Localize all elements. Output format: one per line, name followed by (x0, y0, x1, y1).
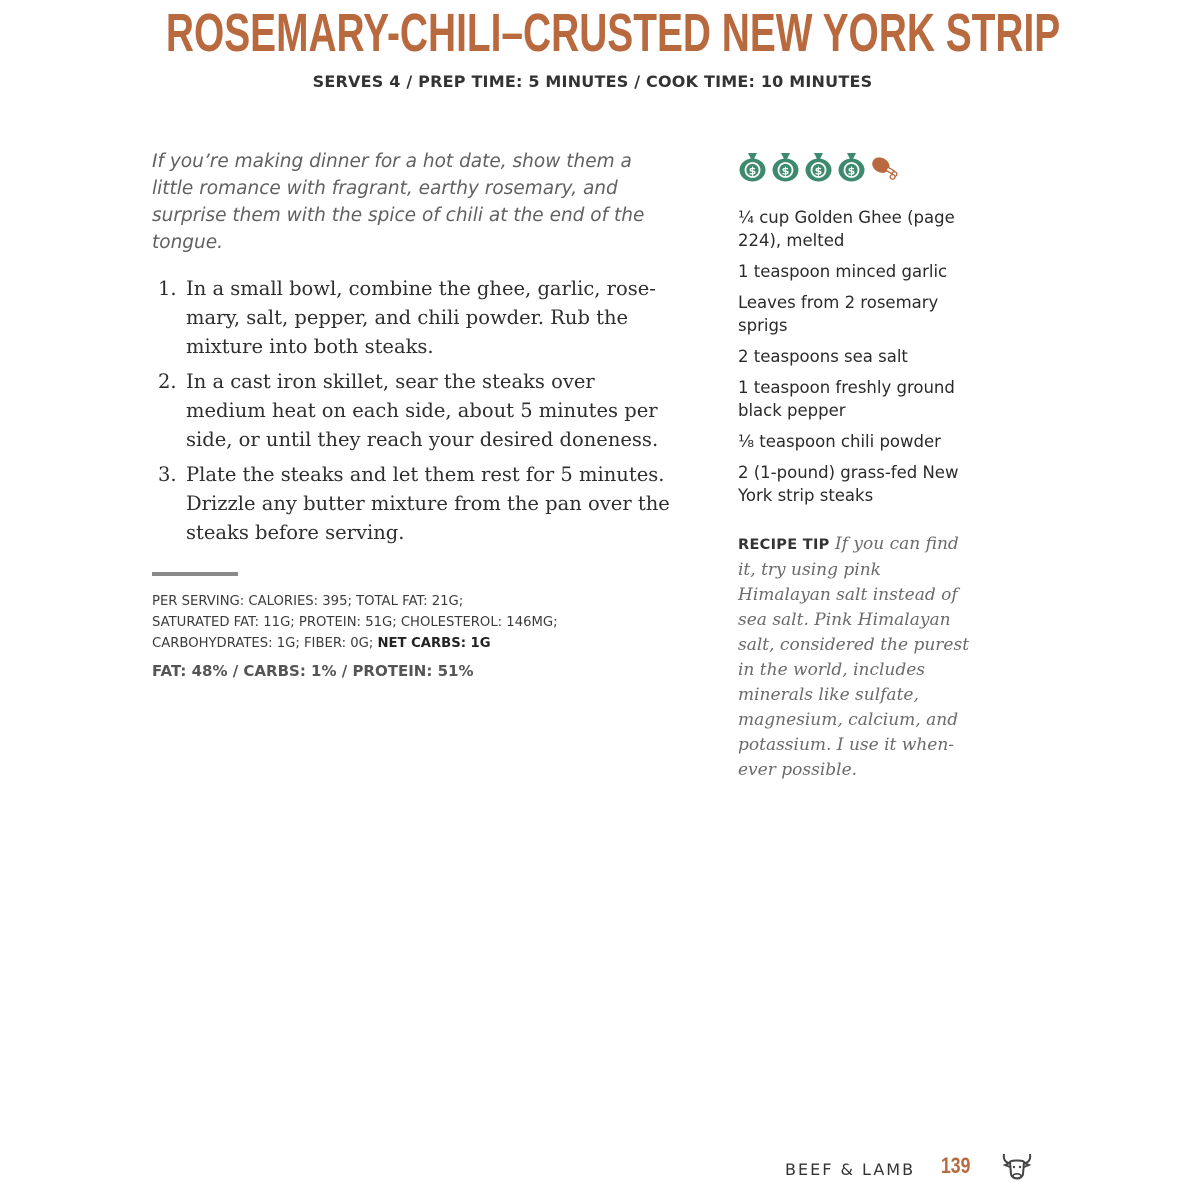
divider (152, 572, 238, 576)
recipe-intro: If you’re making dinner for a hot date, show them a little romance with fragrant, earthy rosemary, and surprise them with the spice of chili at the end of the tongue. (152, 151, 645, 253)
nutrition-line: SATURATED FAT: 11G; PROTEIN: 51G; CHOLESTEROL: 146MG; (152, 615, 558, 630)
svg-text:$: $ (847, 164, 856, 178)
meat-drumstick-icon (870, 150, 899, 182)
step-text: Plate the steaks and let them rest for 5 minutes. Drizzle any butter mixture from the pan over the steaks before serving. (186, 463, 670, 544)
money-bag-icon (771, 150, 800, 182)
instruction-step (158, 274, 678, 361)
cost-rating (738, 150, 899, 182)
ingredient-item: 2 (1-pound) grass-fed New York strip steaks (738, 463, 959, 505)
step-text: In a cast iron skillet, sear the steaks over medium heat on each side, about 5 minutes per side, or until they reach your desired doneness. (186, 370, 659, 451)
money-bag-icon (738, 150, 767, 182)
instruction-step (158, 367, 678, 454)
step-number: 1. (158, 277, 177, 300)
ingredients-list (738, 206, 988, 515)
macro-ratio: FAT: 48% / CARBS: 1% / PROTEIN: 51% (152, 662, 474, 680)
svg-text:$: $ (781, 164, 790, 178)
ingredient-item: 1 teaspoon freshly ground black pepper (738, 378, 955, 420)
nutrition-line: PER SERVING: CALORIES: 395; TOTAL FAT: 21G; (152, 594, 464, 609)
footer-section-name: BEEF & LAMB (785, 1160, 916, 1179)
ingredient-item: ⅛ teaspoon chili powder (738, 432, 941, 451)
bull-head-icon (1000, 1150, 1034, 1184)
nutrition-info (152, 591, 672, 654)
instructions-list (158, 274, 678, 553)
svg-text:$: $ (814, 164, 823, 178)
recipe-tip-label: RECIPE TIP (738, 537, 830, 553)
step-number: 2. (158, 370, 177, 393)
net-carbs: NET CARBS: 1G (377, 636, 491, 651)
nutrition-line (152, 633, 672, 654)
step-text: In a small bowl, combine the ghee, garlic, rose-mary, salt, pepper, and chili powder. Rub the mixture into both steaks. (186, 277, 656, 358)
recipe-title: ROSEMARY-CHILI–CRUSTED NEW YORK STRIP (165, 3, 1061, 63)
page-number: 139 (941, 1153, 971, 1178)
step-number: 3. (158, 463, 177, 486)
ingredient-item: Leaves from 2 rosemary sprigs (738, 293, 939, 335)
ingredient-item: ¼ cup Golden Ghee (page 224), melted (738, 208, 955, 250)
money-bag-icon (837, 150, 866, 182)
money-bag-icon (804, 150, 833, 182)
ingredient-item: 2 teaspoons sea salt (738, 347, 908, 366)
ingredient-item: 1 teaspoon minced garlic (738, 262, 948, 281)
recipe-meta: SERVES 4 / PREP TIME: 5 MINUTES / COOK TIME: 10 MINUTES (312, 72, 873, 91)
nutrition-line-text: CARBOHYDRATES: 1G; FIBER: 0G; (152, 636, 378, 651)
svg-text:$: $ (748, 164, 757, 178)
recipe-tip-text: If you can find it, try using pink Himalayan salt instead of sea salt. Pink Himalayan salt, considered the purest in the world, includes minerals like sulfate, magnesium, calcium, and potassium. I use it when-ever possible. (738, 534, 970, 780)
instruction-step (158, 460, 678, 547)
recipe-tip (738, 532, 978, 783)
